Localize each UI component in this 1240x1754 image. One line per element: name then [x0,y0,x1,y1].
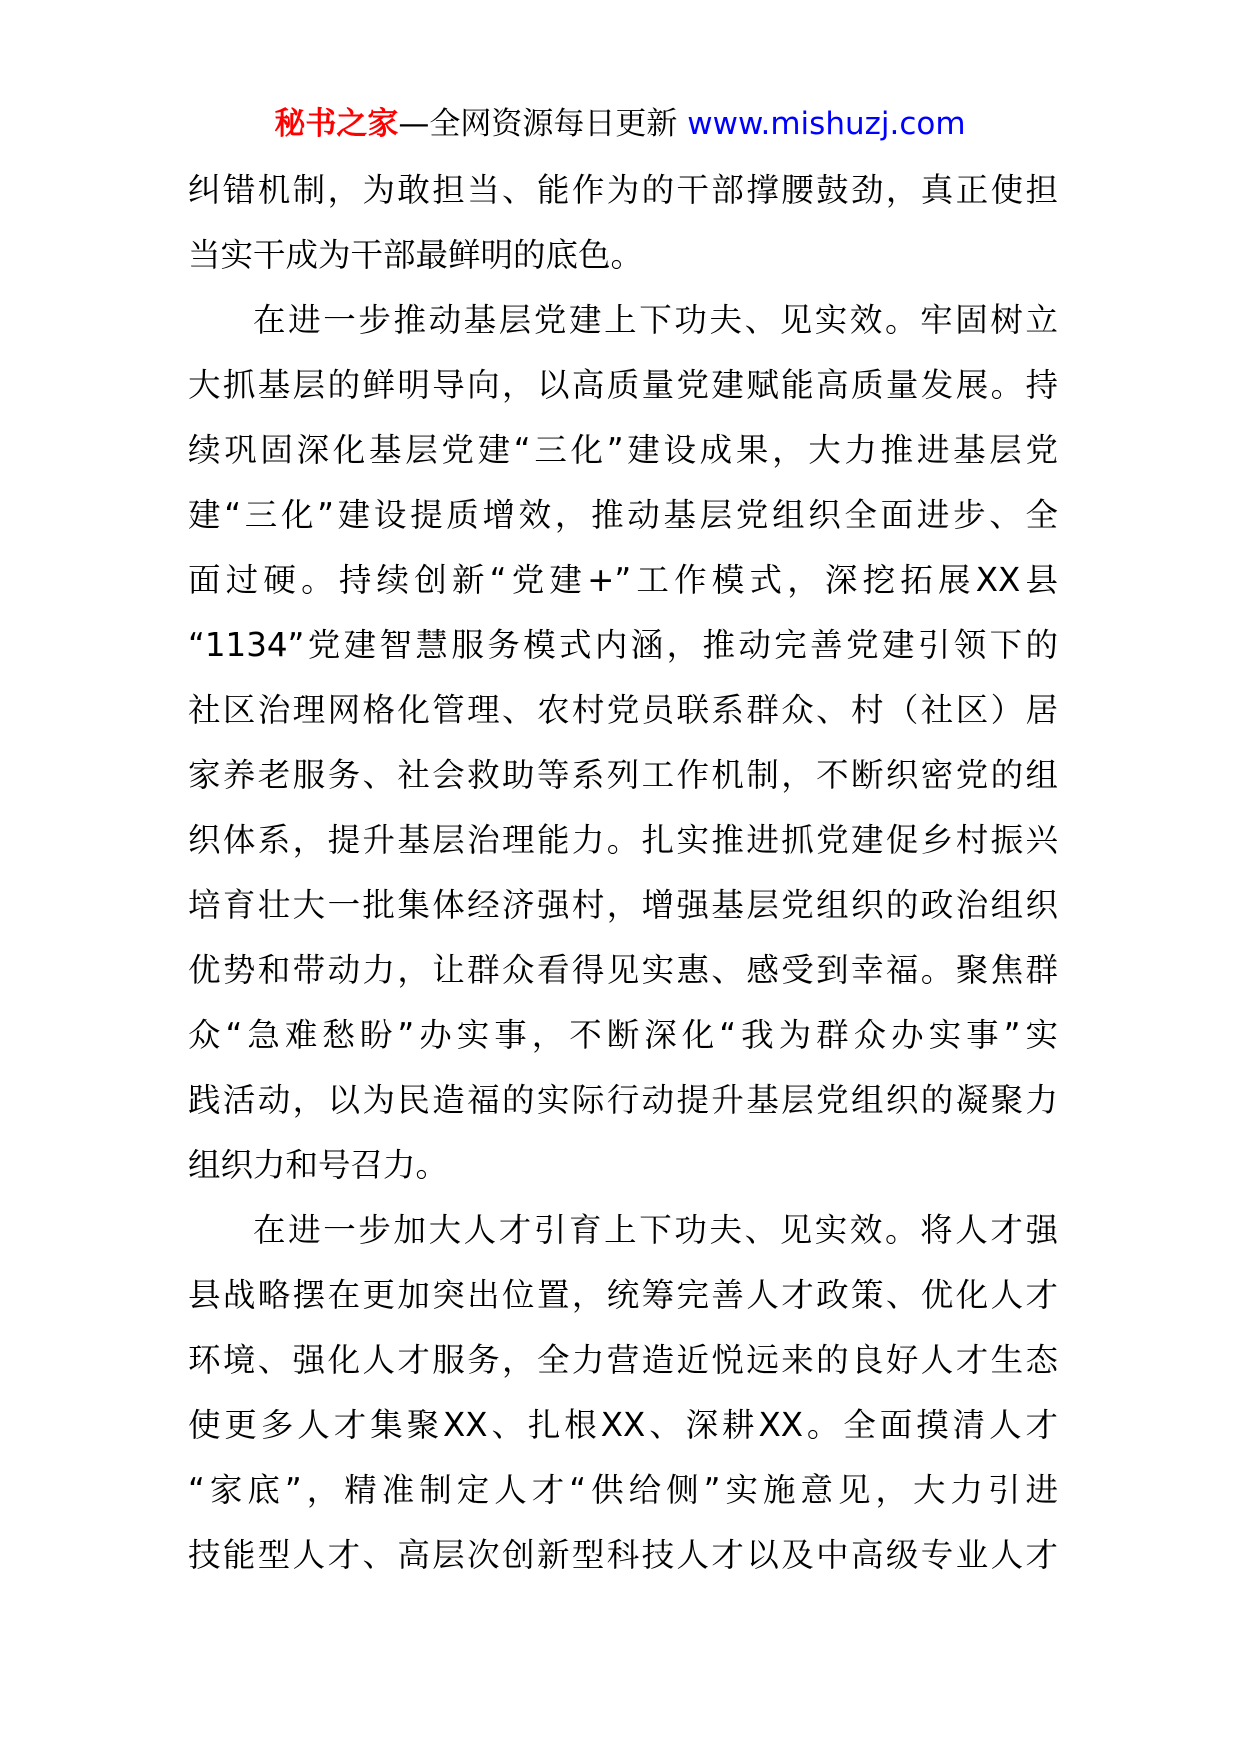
header-tagline: —全网资源每日更新 [398,106,688,142]
text-line: 大抓基层的鲜明导向，以高质量党建赋能高质量发展。持 [188,366,1058,404]
text-line: 家养老服务、社会救助等系列工作机制，不断织密党的组 [188,756,1058,794]
text-line: 织体系，提升基层治理能力。扎实推进抓党建促乡村振兴 [188,821,1058,859]
paragraph [188,158,1058,288]
text-line: 面过硬。持续创新“党建+”工作模式，深挖拓展XX县 [188,561,1058,599]
text-line: 环境、强化人才服务，全力营造近悦远来的良好人才生态 [188,1341,1058,1379]
text-line: 在进一步加大人才引育上下功夫、见实效。将人才强 [253,1211,1058,1249]
text-line: 优势和带动力，让群众看得见实惠、感受到幸福。聚焦群 [188,951,1058,989]
text-line: 培育壮大一批集体经济强村，增强基层党组织的政治组织 [188,886,1058,924]
brand-name: 秘书之家 [274,106,399,142]
text-line: 县战略摆在更加突出位置，统筹完善人才政策、优化人才 [188,1276,1058,1314]
paragraph [188,1198,1058,1588]
document-body [188,158,1058,1588]
text-line: 技能型人才、高层次创新型科技人才以及中高级专业人才 [188,1536,1058,1574]
text-line: 众“急难愁盼”办实事，不断深化“我为群众办实事”实 [188,1016,1058,1054]
text-line: “家底”，精准制定人才“供给侧”实施意见，大力引进 [188,1471,1058,1509]
text-line: 纠错机制，为敢担当、能作为的干部撑腰鼓劲，真正使担 [188,171,1058,209]
site-header [0,100,1240,148]
text-line: “1134”党建智慧服务模式内涵，推动完善党建引领下的 [188,626,1058,664]
text-line: 续巩固深化基层党建“三化”建设成果，大力推进基层党 [188,431,1058,469]
text-line: 建“三化”建设提质增效，推动基层党组织全面进步、全 [188,496,1058,534]
text-line: 组织力和号召力。 [188,1146,449,1184]
paragraph [188,288,1058,1198]
text-line: 社区治理网格化管理、农村党员联系群众、村（社区）居 [188,691,1058,729]
text-line: 使更多人才集聚XX、扎根XX、深耕XX。全面摸清人才 [188,1406,1058,1444]
text-line: 在进一步推动基层党建上下功夫、见实效。牢固树立 [253,301,1058,339]
text-line: 当实干成为干部最鲜明的底色。 [188,236,644,274]
site-url: www.mishuzj.com [687,106,966,142]
text-line: 践活动，以为民造福的实际行动提升基层党组织的凝聚力 [188,1081,1058,1119]
